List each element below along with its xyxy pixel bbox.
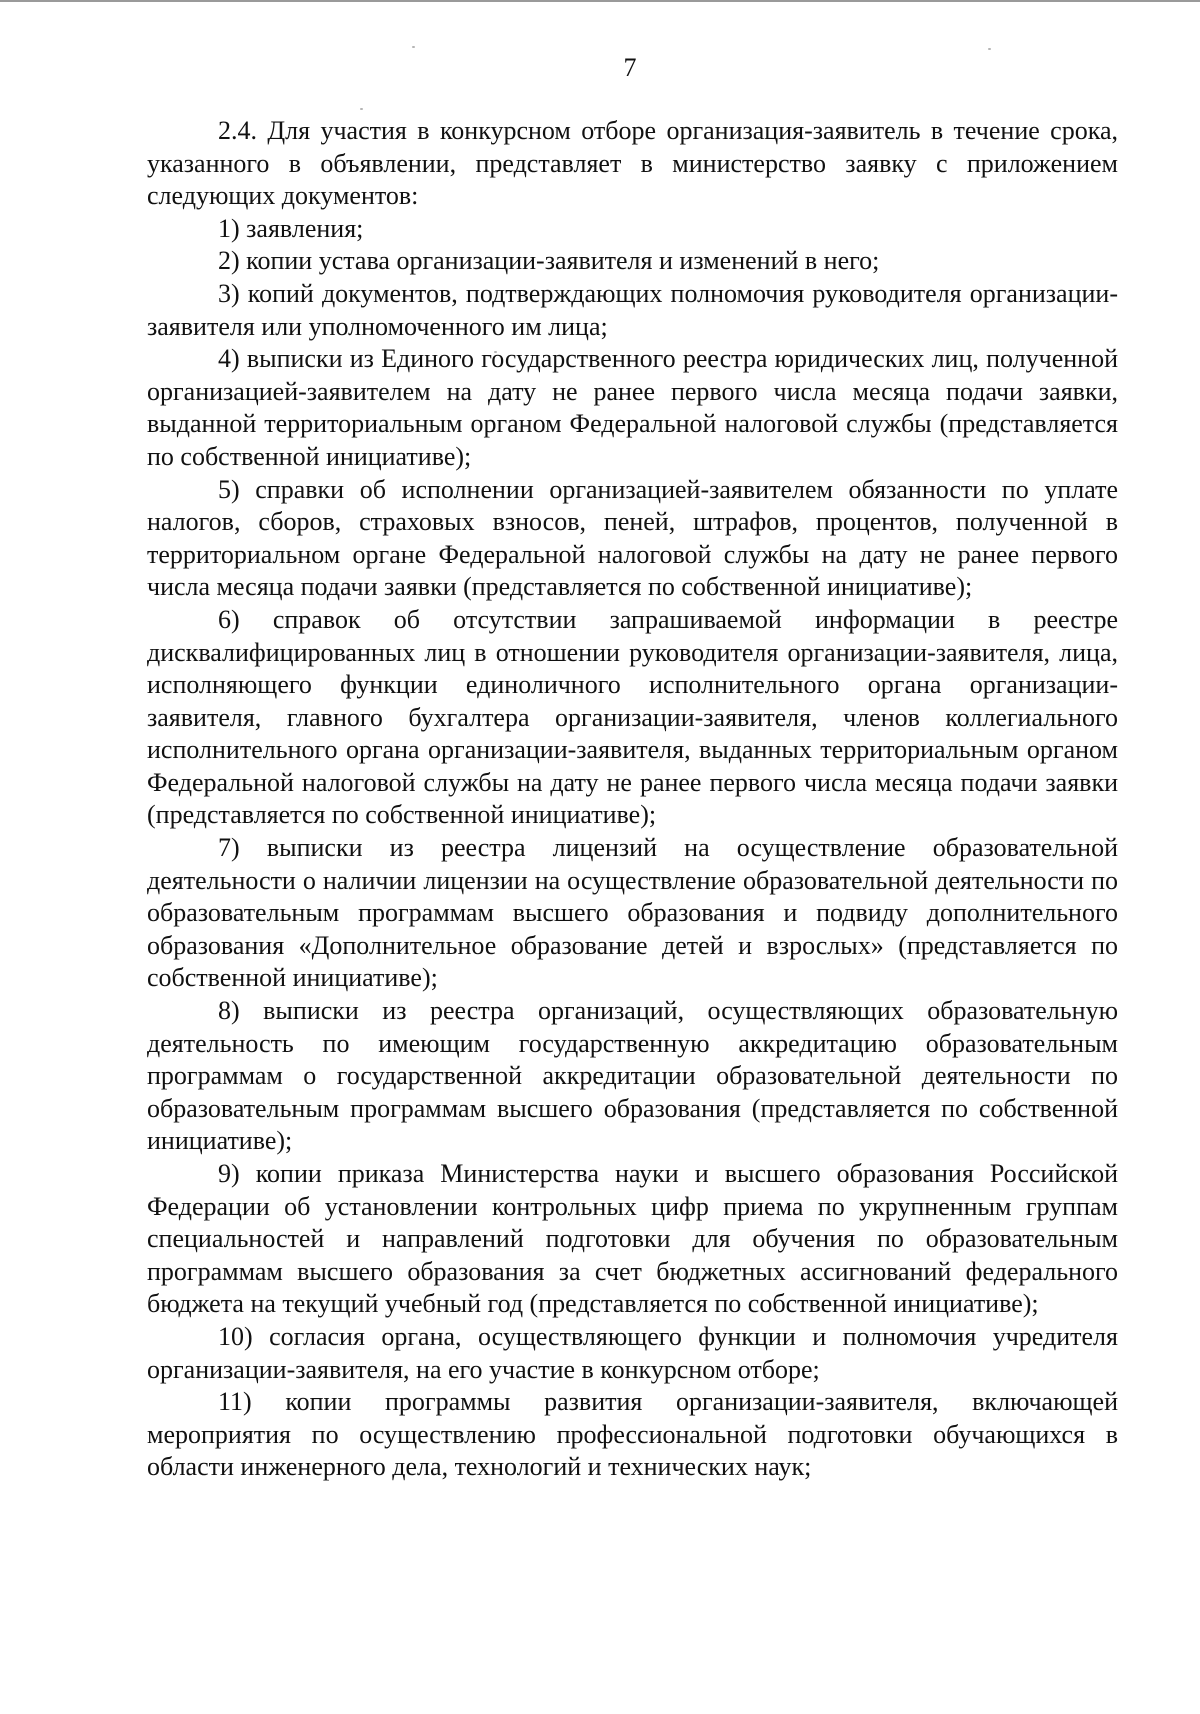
- scan-speck: [412, 46, 415, 48]
- page-number: 7: [623, 53, 637, 82]
- list-item-8: 8) выписки из реестра организаций, осуществляющих образовательную деятельность по имеющим государственную аккредитацию образовательным программам о государственной аккредитации образовательной деятельности по образовательным программам высшего образования (представляется по собственной инициативе);: [147, 996, 1118, 1156]
- list-item-10: 10) согласия органа, осуществляющего функции и полномочия учредителя организации-заявителя, на его участие в конкурсном отборе;: [147, 1321, 1118, 1384]
- scan-speck: [360, 108, 363, 110]
- list-item-3: 3) копий документов, подтверждающих полномочия руководителя организации-заявителя или уполномоченного им лица;: [147, 278, 1118, 341]
- document-body: [147, 115, 1118, 1484]
- list-item-11: 11) копии программы развития организации-заявителя, включающей мероприятия по осуществлению профессиональной подготовки обучающихся в области инженерного дела, технологий и технических наук;: [147, 1387, 1118, 1482]
- scan-speck: [988, 48, 991, 50]
- paragraph-2-4-intro: 2.4. Для участия в конкурсном отборе организация-заявитель в течение срока, указанного в объявлении, представляет в министерство заявку с приложением следующих документов:: [147, 116, 1118, 211]
- list-item-1: 1) заявления;: [218, 213, 364, 243]
- list-item-6: 6) справок об отсутствии запрашиваемой информации в реестре дисквалифицированных лиц в отношении руководителя организации-заявителя, лица, исполняющего функции единоличного исполнительного органа организации-заявителя, главного бухгалтера организации-заявителя, членов коллегиального исполнительного органа организации-заявителя, выданных территориальным органом Федеральной налоговой службы на дату не ранее первого числа месяца подачи заявки (представляется по собственной инициативе);: [147, 604, 1118, 830]
- list-item-5: 5) справки об исполнении организацией-заявителем обязанности по уплате налогов, сборов, страховых взносов, пеней, штрафов, процентов, полученной в территориальном органе Федеральной налоговой службы на дату не ранее первого числа месяца подачи заявки (представляется по собственной инициативе);: [147, 474, 1118, 602]
- top-border-line: [0, 0, 1200, 2]
- list-item-9: 9) копии приказа Министерства науки и высшего образования Российской Федерации об установлении контрольных цифр приема по укрупненным группам специальностей и направлений подготовки для обучения по образовательным программам высшего образования за счет бюджетных ассигнований федерального бюджета на текущий учебный год (представляется по собственной инициативе);: [147, 1159, 1118, 1319]
- list-item-2: 2) копии устава организации-заявителя и изменений в него;: [218, 246, 880, 276]
- list-item-7: 7) выписки из реестра лицензий на осуществление образовательной деятельности о наличии лицензии на осуществление образовательной деятельности по образовательным программам высшего образования и подвиду дополнительного образования «Дополнительное образование детей и взрослых» (представляется по собственной инициативе);: [147, 833, 1118, 993]
- list-item-4: 4) выписки из Единого государственного реестра юридических лиц, полученной организацией-заявителем на дату не ранее первого числа месяца подачи заявки, выданной территориальным органом Федеральной налоговой службы (представляется по собственной инициативе);: [147, 344, 1118, 471]
